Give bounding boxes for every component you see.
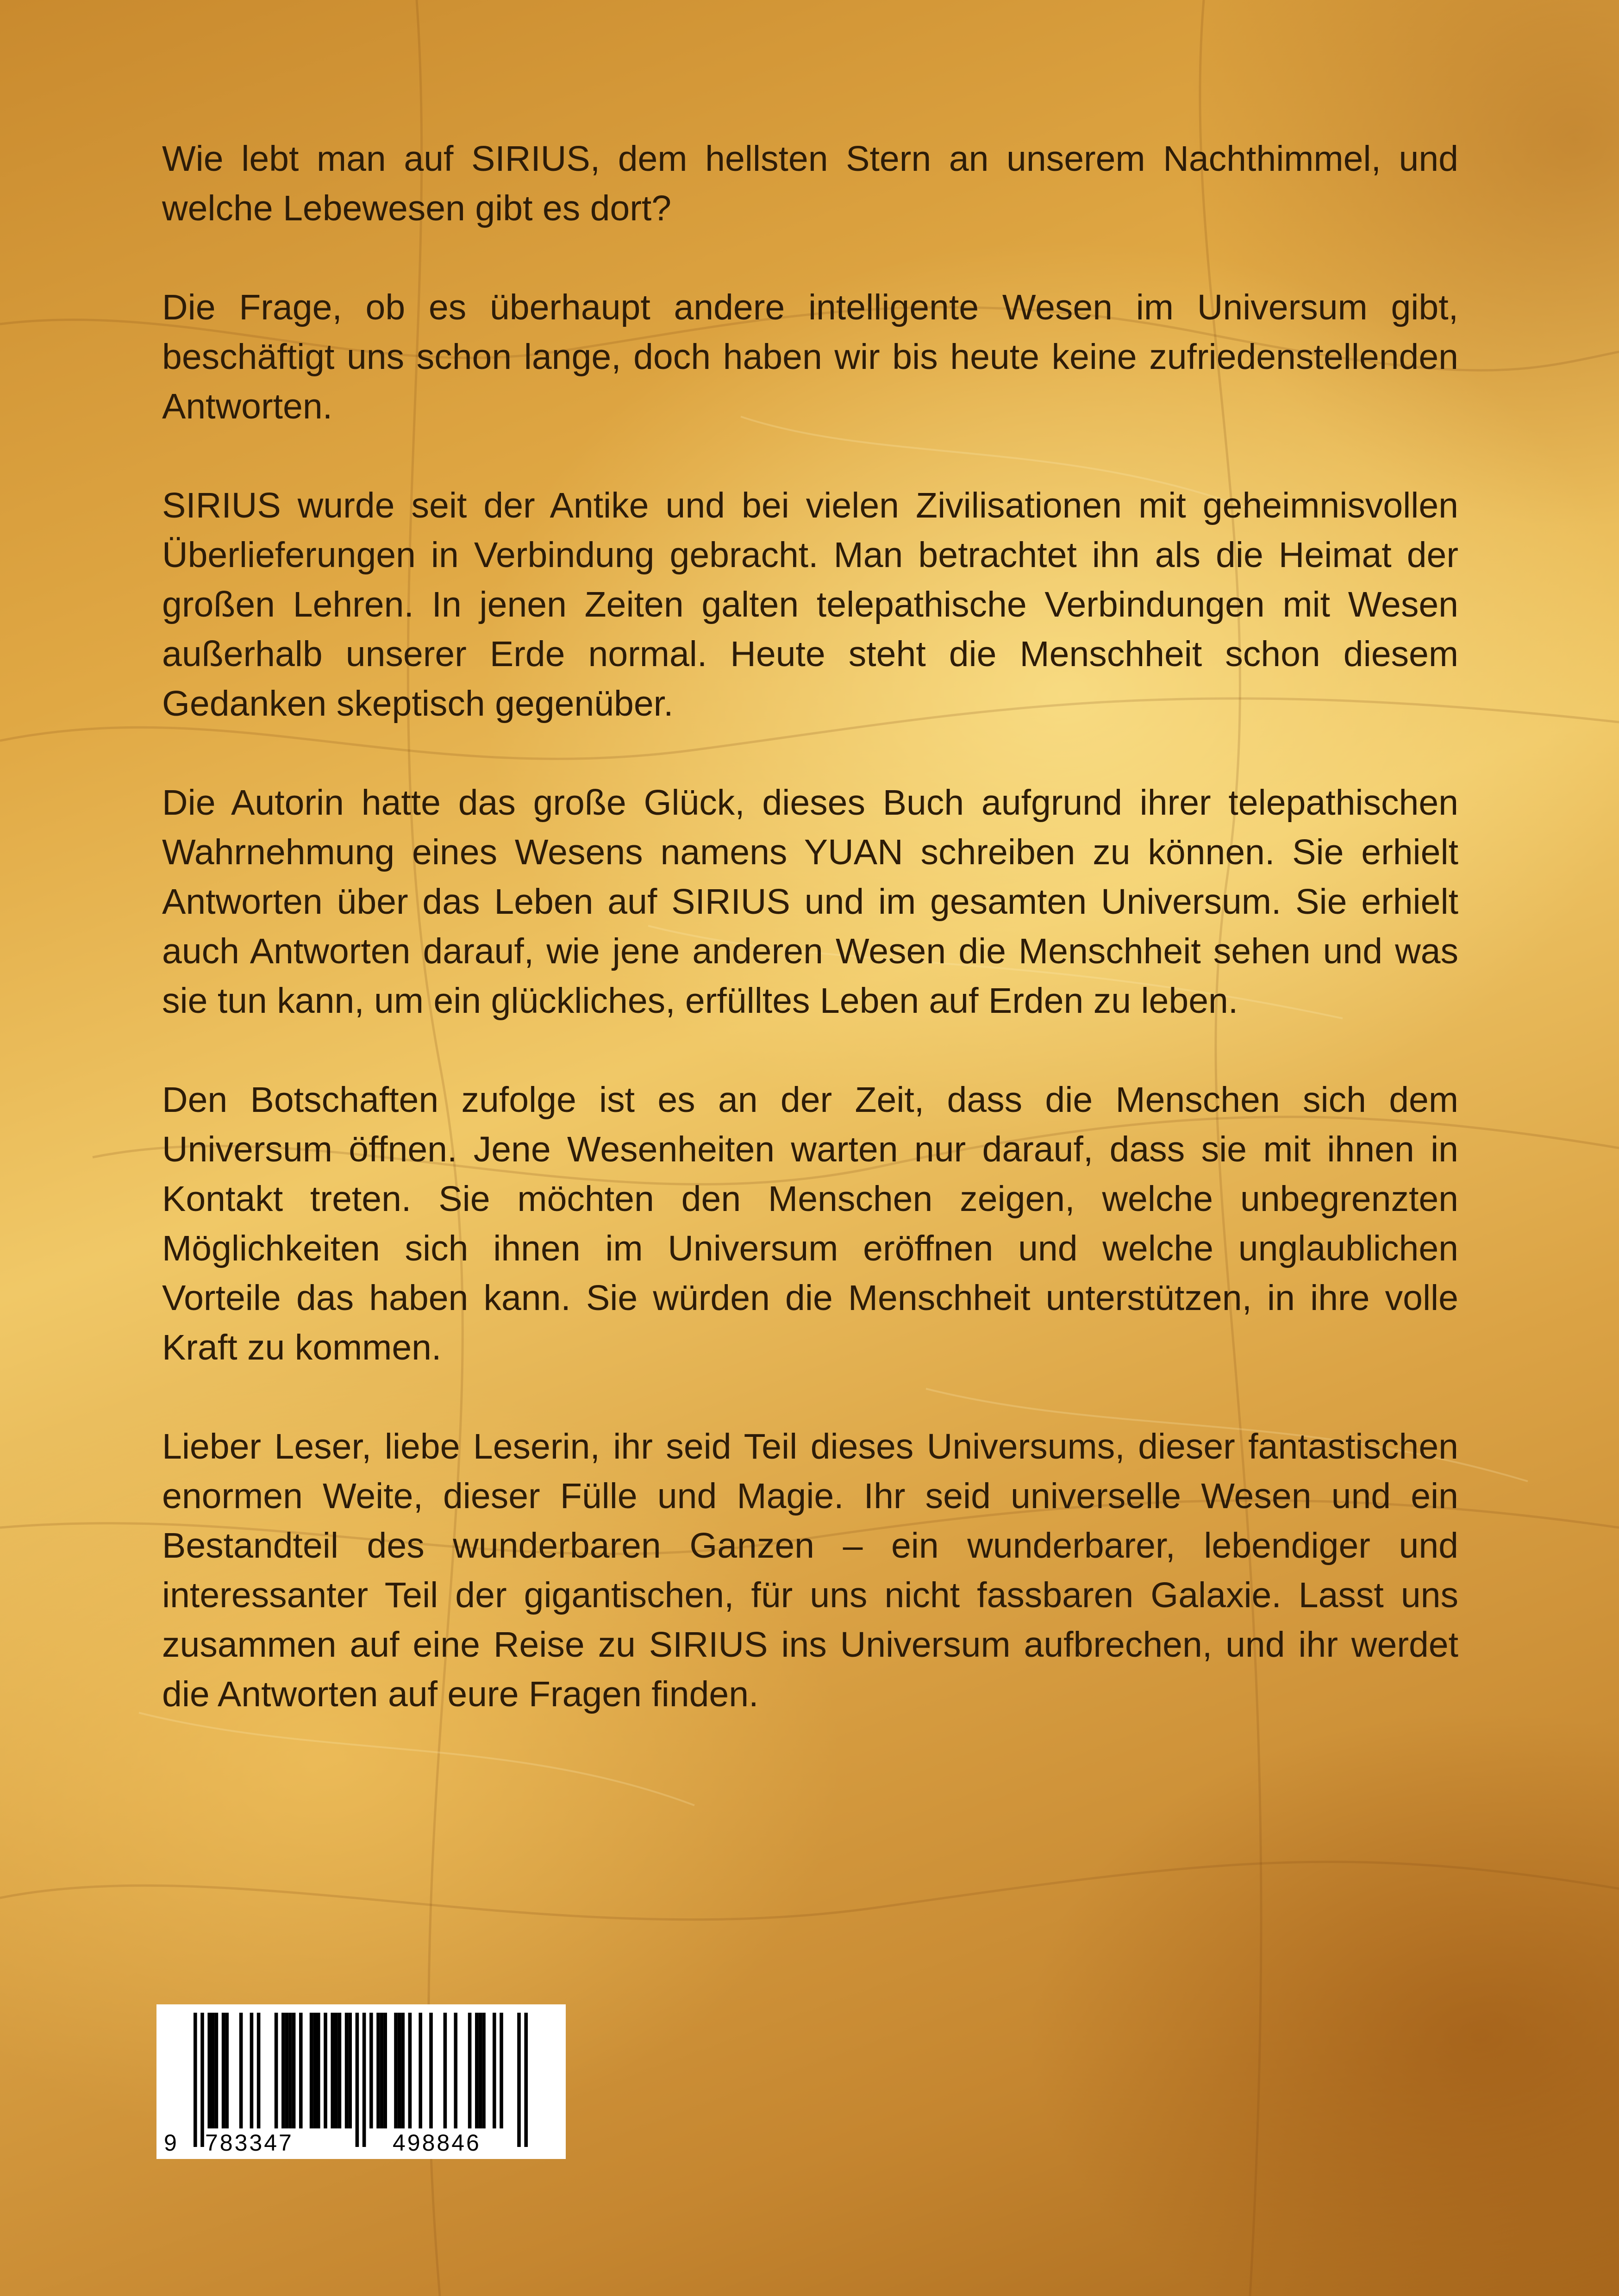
- barcode-bar: [207, 2013, 211, 2128]
- barcode-bar: [331, 2013, 334, 2128]
- paragraph-2: Die Frage, ob es überhaupt andere intelligente Wesen im Universum gibt, beschäftigt uns schon lange, doch haben wir bis heute keine zufriedenstellenden Antworten.: [162, 287, 1458, 426]
- barcode-bar: [222, 2013, 225, 2128]
- barcode-bar: [257, 2013, 261, 2128]
- barcode-bar: [398, 2013, 401, 2128]
- paragraph-6: Lieber Leser, liebe Leserin, ihr seid Teil dieses Universums, dieser fantastischen enormen Weite, dieser Fülle und Magie. Ihr seid universelle Wesen und ein Bestandteil des wunderbaren Ganzen – ein wunderbarer, lebendiger und interessanter Teil der gigantischen, für uns nicht fassbaren Galaxie. Lasst uns zusammen auf eine Reise zu SIRIUS ins Universum aufbrechen, und ihr werdet die Antworten auf eure Fragen finden.: [162, 1427, 1458, 1714]
- barcode-bar: [310, 2013, 313, 2128]
- barcode-bar: [394, 2013, 398, 2128]
- barcode-bar: [376, 2013, 380, 2128]
- barcode-bar: [383, 2013, 387, 2128]
- paragraph-4: Die Autorin hatte das große Glück, dieses Buch aufgrund ihrer telepathischen Wahrnehmung eines Wesens namens YUAN schreiben zu können. Sie erhielt Antworten über das Leben auf SIRIUS und im gesamten Universum. Sie erhielt auch Antworten darauf, wie jene anderen Wesen die Menschheit sehen und was sie tun kann, um ein glückliches, erfülltes Leben auf Erden zu leben.: [162, 783, 1458, 1021]
- barcode-bar: [468, 2013, 472, 2128]
- barcode-bar: [408, 2013, 412, 2128]
- back-cover-text: [162, 134, 1458, 1769]
- paragraph-1: Wie lebt man auf SIRIUS, dem hellsten Stern an unserem Nachthimmel, und welche Lebewesen gibt es dort?: [162, 139, 1458, 228]
- barcode-bar: [285, 2013, 289, 2128]
- barcode-bar: [225, 2013, 229, 2128]
- barcode-bar: [288, 2013, 292, 2128]
- barcode-first-digit: 9: [164, 2130, 179, 2156]
- barcode-bar: [475, 2013, 479, 2128]
- barcode-bar: [500, 2013, 503, 2128]
- paragraph-3: SIRIUS wurde seit der Antike und bei vielen Zivilisationen mit geheimnisvollen Überlieferungen in Verbindung gebracht. Man betrachtet ihn als die Heimat der großen Lehren. In jenen Zeiten galten telepathische Verbindungen mit Wesen außerhalb unserer Erde normal. Heute steht die Menschheit schon diesem Gedanken skeptisch gegenüber.: [162, 486, 1458, 724]
- barcode-bar: [239, 2013, 243, 2128]
- barcode-bar: [250, 2013, 254, 2128]
- barcode-bar: [338, 2013, 342, 2128]
- barcode-bar: [324, 2013, 327, 2128]
- barcode-bar: [317, 2013, 320, 2128]
- barcode-bar: [292, 2013, 296, 2128]
- barcode-bar: [299, 2013, 303, 2128]
- barcode-bar: [215, 2013, 219, 2128]
- barcode-bar: [419, 2013, 422, 2128]
- barcode-bar: [275, 2013, 278, 2128]
- barcode-guard-bar: [524, 2013, 528, 2147]
- barcode-bar: [454, 2013, 457, 2128]
- barcode-bar: [482, 2013, 486, 2128]
- barcode-bar: [401, 2013, 405, 2128]
- barcode-bar: [444, 2013, 447, 2128]
- barcode-guard-bar: [200, 2013, 204, 2147]
- barcode-guard-bar: [194, 2013, 197, 2147]
- barcode-bar: [348, 2013, 352, 2128]
- isbn-barcode: [156, 2004, 566, 2159]
- barcode-bar: [313, 2013, 317, 2128]
- barcode-guard-bar: [356, 2013, 359, 2147]
- barcode-bar: [479, 2013, 482, 2128]
- barcode-bar: [429, 2013, 433, 2128]
- barcode-bar: [380, 2013, 384, 2128]
- barcode-bar: [369, 2013, 373, 2128]
- barcode-bar: [211, 2013, 215, 2128]
- barcode-guard-bar: [517, 2013, 521, 2147]
- barcode-guard-bar: [363, 2013, 366, 2147]
- barcode-left-digits: 783347: [205, 2130, 294, 2156]
- barcode-bar: [334, 2013, 338, 2128]
- paragraph-5: Den Botschaften zufolge ist es an der Zeit, dass die Menschen sich dem Universum öffnen. Jene Wesenheiten warten nur darauf, dass sie mit ihnen in Kontakt treten. Sie möchten den Menschen zeigen, welche unbegrenzten Möglichkeiten sich ihnen im Universum eröffnen und welche unglaublichen Vorteile das haben kann. Sie würden die Menschheit unterstützen, in ihre volle Kraft zu kommen.: [162, 1080, 1458, 1367]
- barcode-bar: [281, 2013, 285, 2128]
- barcode-bar: [345, 2013, 349, 2128]
- barcode-bar: [493, 2013, 496, 2128]
- barcode-right-digits: 498846: [393, 2130, 481, 2156]
